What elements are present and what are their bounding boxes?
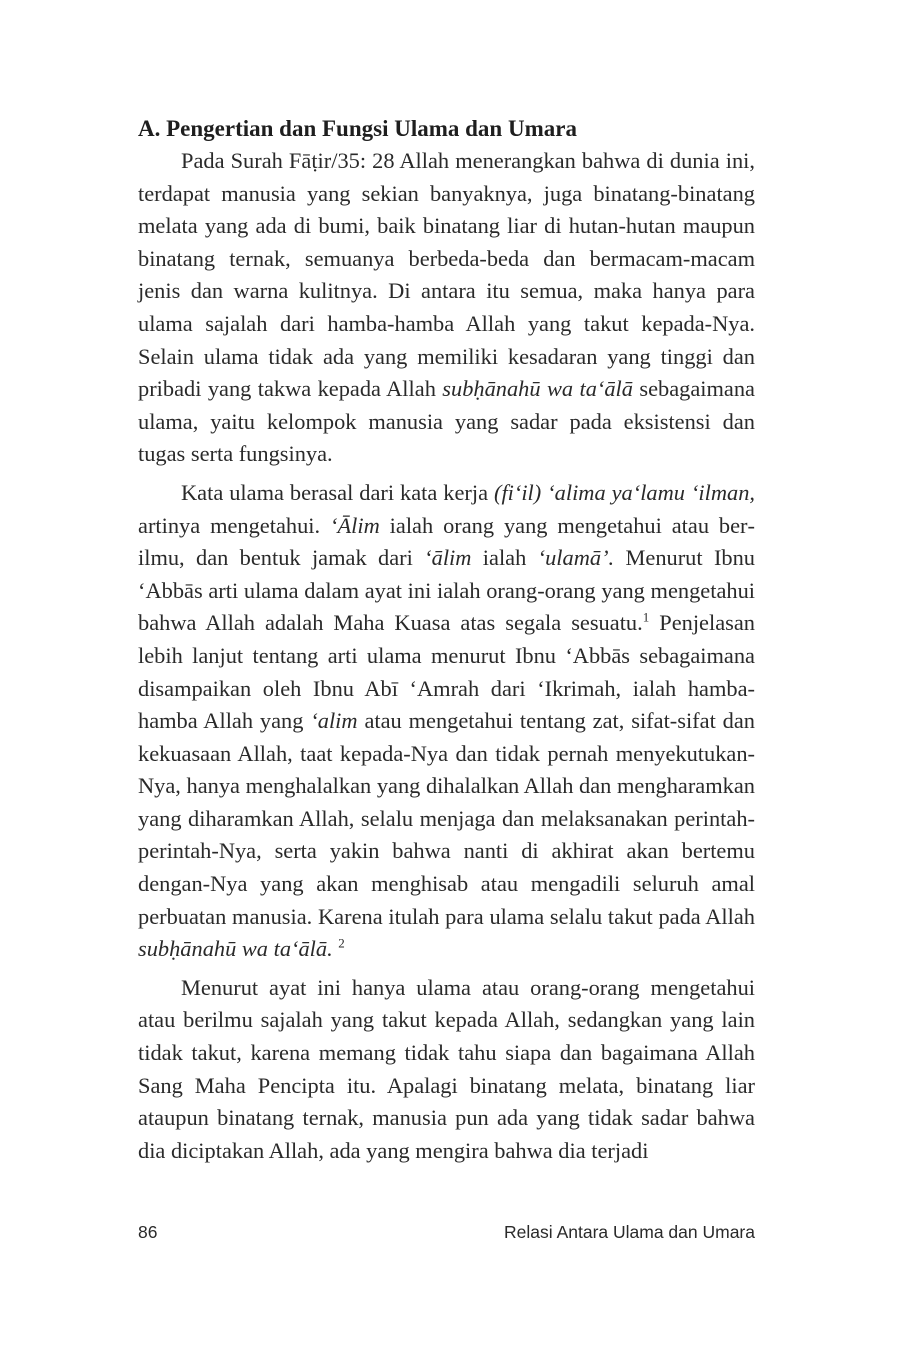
paragraph-2-text-3: ialah orang yang mengetahui atau berilmu, dan bentuk jamak dari	[138, 512, 755, 571]
paragraph-2-text-4: ialah	[471, 545, 538, 571]
paragraph-2-italic-4: ‘ulamā’.	[537, 545, 615, 571]
footnote-ref-1[interactable]: 1	[642, 609, 650, 625]
page-number: 86	[138, 1222, 158, 1242]
paragraph-2-text-6: Penjelasan lebih lanjut tentang arti ulama menurut Ibnu ‘Abbās sebagaimana disampaikan oleh Ibnu Abī ‘Amrah dari ‘Ikrimah, ialah hamba-hamba Allah yang	[138, 610, 755, 734]
section-heading: A. Pengertian dan Fungsi Ulama dan Umara	[138, 116, 577, 141]
paragraph-1-text-2: sebagaimana ulama, yaitu kelompok manusia yang sadar pada eksistensi dan tugas serta fungsinya.	[138, 376, 755, 467]
paragraph-2-italic-1: (fi‘il) ‘alima ya‘lamu ‘ilman,	[493, 479, 755, 505]
paragraph-3-text-1: Menurut ayat ini hanya ulama atau orang-orang mengetahui atau berilmu sajalah yang takut kepada Allah, sedangkan yang lain tidak takut, karena memang tidak tahu siapa dan bagaimana Allah Sang Maha Pencipta itu. Apalagi binatang melata, binatang liar ataupun binatang ternak, manusia pun ada yang tidak sadar bahwa dia diciptakan Allah, ada yang mengira bahwa dia terjadi	[138, 974, 755, 1163]
paragraph-3	[138, 972, 755, 1168]
paragraph-2-italic-5: ‘alim	[310, 708, 358, 734]
paragraph-2-text-2: artinya mengetahui.	[138, 512, 331, 538]
running-title: Relasi Antara Ulama dan Umara	[504, 1222, 755, 1242]
paragraph-2-text-7: atau mengetahui tentang zat, sifat-sifat dan kekuasaan Allah, taat kepada-Nya dan tidak pernah menyekutukan-Nya, hanya menghalalkan yang dihalalkan Allah dan mengharamkan yang diharamkan Allah, selalu menjaga dan melaksanakan perintah-perintah-Nya, serta yakin bahwa nanti di akhirat akan bertemu dengan-Nya yang akan menghisab atau mengadili seluruh amal perbuatan manusia. Karena itulah para ulama selalu takut pada Allah	[138, 708, 755, 929]
paragraph-2-text-1: Kata ulama berasal dari kata kerja	[181, 479, 494, 505]
paragraph-1-text-1: Pada Surah Fāṭir/35: 28 Allah menerangkan bahwa di dunia ini, terdapat manusia yang sekian banyaknya, juga binatang-binatang melata yang ada di bumi, baik binatang liar di hutan-hutan maupun binatang ternak, semuanya berbeda-beda dan bermacam-macam jenis dan warna kulitnya. Di antara itu semua, maka hanya para ulama sajalah dari hamba-hamba Allah yang takut kepada-Nya. Selain ulama tidak ada yang memiliki kesadaran yang tinggi dan pribadi yang takwa kepada Allah	[138, 148, 755, 402]
page-footer	[138, 1222, 755, 1243]
paragraph-1-italic-1: subḥānahū wa ta‘ālā	[442, 376, 633, 402]
footnote-ref-2[interactable]: 2	[338, 935, 345, 951]
paragraph-2-italic-6: subḥānahū wa ta‘ālā.	[138, 936, 333, 962]
paragraph-2	[138, 477, 755, 966]
paragraph-2-italic-3: ‘ālim	[424, 545, 472, 571]
paragraph-2-italic-2: ‘Ālim	[330, 512, 380, 538]
paragraph-2-text-5: Menurut Ibnu ‘Abbās arti ulama dalam ayat ini ialah orang-orang yang mengetahui bahwa Allah adalah Maha Kuasa atas segala sesuatu.	[138, 545, 755, 636]
paragraph-1	[138, 145, 755, 471]
page-body	[138, 112, 755, 1167]
